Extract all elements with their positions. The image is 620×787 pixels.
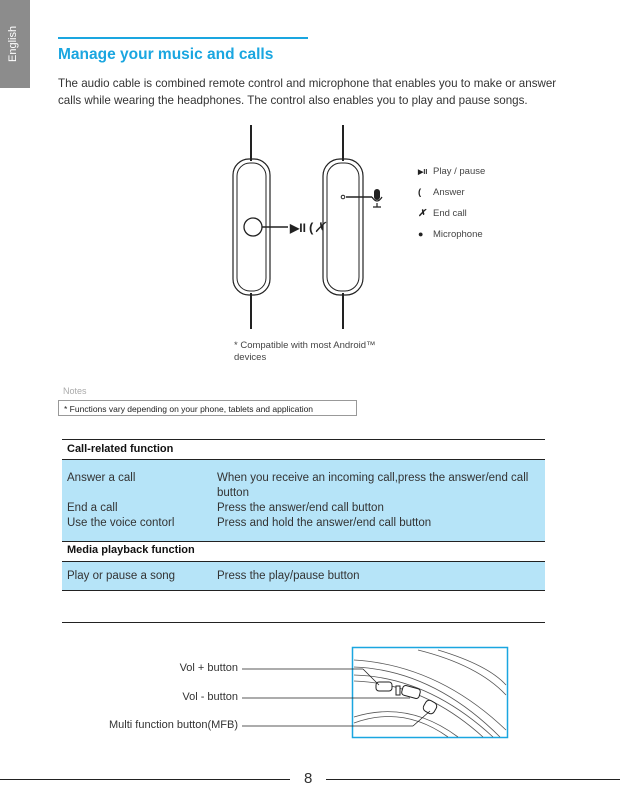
end-call-icon: ✗ [418, 208, 426, 219]
notes-label: Notes [63, 386, 87, 396]
microphone-icon [372, 189, 382, 207]
vol-up-button-icon [376, 682, 392, 691]
table-cell: Play or pause a song [67, 570, 176, 582]
language-label: English [7, 25, 19, 62]
table-rule [62, 541, 545, 542]
table-cell: End a call [67, 502, 118, 514]
table-cell: Use the voice contorl [67, 517, 175, 529]
table-cell: Press and hold the answer/end call button [217, 517, 432, 529]
section-rule [62, 622, 545, 623]
section-header: Call-related function [67, 443, 174, 455]
headphone-buttons-diagram [238, 645, 510, 740]
legend-play-pause: ▶II Play / pause [418, 166, 486, 177]
table-cell: Press the play/pause button [217, 570, 360, 582]
intro-paragraph: The audio cable is combined remote control and microphone that enables you to make or answer calls while wearing the headphones. The control also enables you to play and pause songs. [58, 77, 557, 107]
title-rule [58, 37, 308, 39]
language-tab [0, 0, 30, 88]
footer-rule-right [326, 779, 620, 780]
vol-down-label: Vol - button [182, 691, 238, 703]
table-cell: When you receive an incoming call,press the answer/end call button [217, 472, 529, 499]
table-rule [62, 439, 545, 440]
legend-end-call: ✗ End call [418, 208, 467, 219]
notes-box: * Functions vary depending on your phone, tablets and application [58, 400, 357, 416]
microphone-icon: ● [418, 229, 424, 239]
vol-down-button-icon [401, 685, 421, 699]
page-number: 8 [304, 770, 313, 787]
mfb-label: Multi function button(MFB) [109, 719, 238, 731]
table-cell: Answer a call [67, 472, 136, 484]
legend-microphone: ● Microphone [418, 229, 483, 240]
play-pause-icon: ▶II [290, 221, 306, 235]
play-pause-icon: ▶II [418, 169, 428, 176]
mfb-button-icon [422, 699, 438, 715]
end-call-icon: ✗ [314, 219, 326, 235]
page-title: Manage your music and calls [58, 46, 274, 63]
legend-answer: ( Answer [418, 187, 465, 198]
section-header: Media playback function [67, 544, 195, 556]
answer-icon: ( [418, 187, 422, 198]
table-cell: Press the answer/end call button [217, 502, 384, 514]
vol-up-label: Vol + button [179, 662, 238, 674]
compatibility-note: * Compatible with most Android™ devices [234, 340, 376, 363]
table-rule [62, 590, 545, 591]
footer-rule-left [0, 779, 290, 780]
answer-icon: ( [309, 220, 314, 235]
remote-control-diagram [220, 125, 410, 330]
